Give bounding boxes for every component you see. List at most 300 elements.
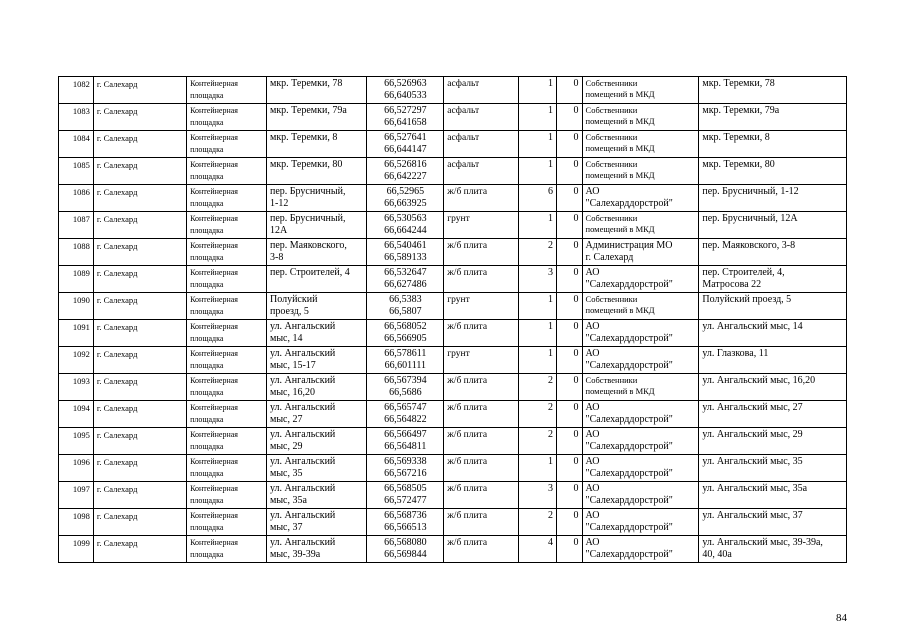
cell-line: мыс, 29 [269,441,303,452]
container-count-cell: 1 [519,158,557,185]
served-objects-cell [699,347,847,374]
cell-line: 66,601111 [384,360,426,371]
cell-line: г. Салехард [585,252,634,263]
city-cell: г. Салехард [93,536,186,563]
cell-line: мыс, 37 [269,522,303,533]
cell-line: 66,5383 [389,294,422,305]
city-cell: г. Салехард [93,212,186,239]
site-number-cell: 1085 [59,158,94,185]
served-objects-cell [699,509,847,536]
address-cell [266,347,366,374]
table-row [59,239,847,266]
city-cell: г. Салехард [93,347,186,374]
cell-line: помещений в МКД [585,89,655,99]
cell-line: ул. Ангальский мыс, 37 [702,510,803,521]
cell-line: 66,566513 [384,522,427,533]
cell-line: АО [585,429,600,440]
cell-line: площадка [190,145,224,154]
cell-line: "Салехарддорстрой" [585,360,673,371]
cell-line: ул. Ангальский мыс, 35 [702,456,803,467]
coordinates-cell [367,320,444,347]
cell-line: 3-8 [269,252,284,263]
other-count-cell: 0 [556,536,582,563]
site-number-cell: 1083 [59,104,94,131]
served-objects-cell [699,482,847,509]
site-type-cell [187,266,267,293]
cell-line: мыс, 14 [269,333,303,344]
served-objects-cell [699,374,847,401]
city-cell: г. Салехард [93,455,186,482]
surface-cell: грунт [444,293,519,320]
site-type-cell [187,77,267,104]
owner-cell [582,347,699,374]
other-count-cell: 0 [556,428,582,455]
cell-line: 66,568080 [384,537,427,548]
cell-line: "Салехарддорстрой" [585,495,673,506]
container-count-cell: 6 [519,185,557,212]
cell-line: 66,641658 [384,117,427,128]
owner-cell [582,509,699,536]
cell-line: Контейнерная [190,538,238,547]
registry-table-body [59,77,847,563]
cell-line: пер. Строителей, 4 [269,267,350,278]
address-cell [266,239,366,266]
cell-line: Контейнерная [190,376,238,385]
table-row [59,77,847,104]
container-count-cell: 1 [519,347,557,374]
coordinates-cell [367,77,444,104]
address-cell [266,185,366,212]
site-type-cell [187,104,267,131]
address-cell [266,77,366,104]
city-cell: г. Салехард [93,428,186,455]
site-number-cell: 1097 [59,482,94,509]
cell-line: площадка [190,226,224,235]
cell-line: 66,568736 [384,510,427,521]
cell-line: 66,568052 [384,321,427,332]
address-cell [266,104,366,131]
owner-cell [582,428,699,455]
cell-line: АО [585,186,600,197]
cell-line: 66,564822 [384,414,427,425]
table-row [59,212,847,239]
cell-line: ул. Ангальский [269,402,336,413]
cell-line: АО [585,456,600,467]
cell-line: Контейнерная [190,430,238,439]
cell-line: АО [585,267,600,278]
cell-line: 40, 40а [702,549,732,560]
table-row [59,185,847,212]
coordinates-cell [367,293,444,320]
cell-line: пер. Строителей, 4, [702,267,785,278]
site-number-cell: 1082 [59,77,94,104]
site-type-cell [187,401,267,428]
table-row [59,455,847,482]
cell-line: Собственники [585,105,638,115]
cell-line: площадка [190,253,224,262]
cell-line: 66,627486 [384,279,427,290]
served-objects-cell [699,455,847,482]
served-objects-cell [699,185,847,212]
site-type-cell [187,239,267,266]
cell-line: АО [585,510,600,521]
surface-cell: ж/б плита [444,455,519,482]
cell-line: АО [585,537,600,548]
address-cell [266,158,366,185]
address-cell [266,536,366,563]
cell-line: мкр. Теремки, 80 [269,159,343,170]
cell-line: пер. Брусничный, 1-12 [702,186,799,197]
site-type-cell [187,428,267,455]
surface-cell: ж/б плита [444,401,519,428]
cell-line: помещений в МКД [585,305,655,315]
table-row [59,293,847,320]
city-cell: г. Салехард [93,401,186,428]
served-objects-cell [699,293,847,320]
cell-line: АО [585,348,600,359]
cell-line: ул. Ангальский [269,537,336,548]
cell-line: помещений в МКД [585,386,655,396]
cell-line: Контейнерная [190,187,238,196]
cell-line: АО [585,483,600,494]
cell-line: 66,642227 [384,171,427,182]
cell-line: ул. Ангальский [269,510,336,521]
city-cell: г. Салехард [93,482,186,509]
other-count-cell: 0 [556,509,582,536]
city-cell: г. Салехард [93,266,186,293]
cell-line: пер. Маяковского, 3-8 [702,240,796,251]
cell-line: Контейнерная [190,322,238,331]
surface-cell: ж/б плита [444,428,519,455]
cell-line: 66,564811 [384,441,427,452]
owner-cell [582,455,699,482]
cell-line: 66,569338 [384,456,427,467]
cell-line: 66,566497 [384,429,427,440]
cell-line: Контейнерная [190,457,238,466]
served-objects-cell [699,239,847,266]
cell-line: 66,569844 [384,549,427,560]
site-type-cell [187,131,267,158]
surface-cell: ж/б плита [444,185,519,212]
coordinates-cell [367,509,444,536]
other-count-cell: 0 [556,77,582,104]
surface-cell: асфальт [444,104,519,131]
container-count-cell: 1 [519,455,557,482]
cell-line: 66,527297 [384,105,427,116]
surface-cell: асфальт [444,77,519,104]
served-objects-cell [699,536,847,563]
cell-line: Контейнерная [190,106,238,115]
table-row [59,509,847,536]
cell-line: Собственники [585,78,638,88]
container-count-cell: 1 [519,104,557,131]
cell-line: пер. Брусничный, [269,213,346,224]
cell-line: ул. Глазкова, 11 [702,348,769,359]
owner-cell [582,212,699,239]
cell-line: АО [585,321,600,332]
container-count-cell: 3 [519,482,557,509]
other-count-cell: 0 [556,374,582,401]
address-cell [266,455,366,482]
cell-line: площадка [190,334,224,343]
surface-cell: ж/б плита [444,509,519,536]
cell-line: "Салехарддорстрой" [585,414,673,425]
cell-line: 66,664244 [384,225,427,236]
cell-line: площадка [190,550,224,559]
cell-line: мыс, 35 [269,468,303,479]
cell-line: 66,663925 [384,198,427,209]
cell-line: 66,5807 [389,306,422,317]
city-cell: г. Салехард [93,185,186,212]
cell-line: "Салехарддорстрой" [585,279,673,290]
cell-line: Контейнерная [190,295,238,304]
table-row [59,428,847,455]
container-count-cell: 1 [519,293,557,320]
table-row [59,374,847,401]
served-objects-cell [699,158,847,185]
owner-cell [582,104,699,131]
cell-line: ул. Ангальский [269,429,336,440]
cell-line: 66,526963 [384,78,427,89]
owner-cell [582,185,699,212]
site-type-cell [187,347,267,374]
city-cell: г. Салехард [93,158,186,185]
container-count-cell: 2 [519,374,557,401]
address-cell [266,131,366,158]
site-type-cell [187,158,267,185]
cell-line: 66,568505 [384,483,427,494]
cell-line: 66,526816 [384,159,427,170]
address-cell [266,428,366,455]
coordinates-cell [367,482,444,509]
table-row [59,104,847,131]
owner-cell [582,239,699,266]
owner-cell [582,401,699,428]
address-cell [266,293,366,320]
cell-line: пер. Брусничный, 12А [702,213,798,224]
owner-cell [582,77,699,104]
address-cell [266,401,366,428]
served-objects-cell [699,77,847,104]
served-objects-cell [699,320,847,347]
city-cell: г. Салехард [93,374,186,401]
site-number-cell: 1089 [59,266,94,293]
cell-line: "Салехарддорстрой" [585,522,673,533]
container-count-cell: 4 [519,536,557,563]
city-cell: г. Салехард [93,131,186,158]
cell-line: помещений в МКД [585,116,655,126]
cell-line: мыс, 39-39а [269,549,321,560]
other-count-cell: 0 [556,293,582,320]
cell-line: Полуйский [269,294,318,305]
site-number-cell: 1092 [59,347,94,374]
cell-line: ул. Ангальский [269,348,336,359]
cell-line: площадка [190,307,224,316]
cell-line: Контейнерная [190,511,238,520]
container-count-cell: 2 [519,509,557,536]
cell-line: 66,567394 [384,375,427,386]
cell-line: 66,566905 [384,333,427,344]
cell-line: Контейнерная [190,214,238,223]
cell-line: "Салехарддорстрой" [585,198,673,209]
page-number: 84 [836,612,847,624]
cell-line: Собственники [585,213,638,223]
site-type-cell [187,374,267,401]
cell-line: площадка [190,118,224,127]
cell-line: "Салехарддорстрой" [585,468,673,479]
served-objects-cell [699,401,847,428]
coordinates-cell [367,374,444,401]
surface-cell: грунт [444,212,519,239]
cell-line: 66,578611 [384,348,427,359]
other-count-cell: 0 [556,401,582,428]
owner-cell [582,266,699,293]
site-number-cell: 1091 [59,320,94,347]
table-row [59,131,847,158]
cell-line: Контейнерная [190,241,238,250]
cell-line: площадка [190,388,224,397]
container-count-cell: 1 [519,320,557,347]
site-number-cell: 1093 [59,374,94,401]
cell-line: "Салехарддорстрой" [585,441,673,452]
cell-line: Собственники [585,294,638,304]
cell-line: Собственники [585,375,638,385]
coordinates-cell [367,185,444,212]
cell-line: ул. Ангальский [269,483,336,494]
cell-line: ул. Ангальский мыс, 27 [702,402,803,413]
owner-cell [582,293,699,320]
site-type-cell [187,212,267,239]
cell-line: мкр. Теремки, 78 [269,78,343,89]
surface-cell: ж/б плита [444,374,519,401]
other-count-cell: 0 [556,347,582,374]
address-cell [266,212,366,239]
coordinates-cell [367,455,444,482]
site-type-cell [187,293,267,320]
cell-line: площадка [190,172,224,181]
other-count-cell: 0 [556,185,582,212]
site-type-cell [187,482,267,509]
cell-line: ул. Ангальский [269,375,336,386]
site-number-cell: 1090 [59,293,94,320]
owner-cell [582,320,699,347]
cell-line: 66,540461 [384,240,427,251]
cell-line: мкр. Теремки, 8 [269,132,338,143]
surface-cell: ж/б плита [444,266,519,293]
cell-line: Контейнерная [190,403,238,412]
cell-line: Контейнерная [190,133,238,142]
cell-line: помещений в МКД [585,170,655,180]
city-cell: г. Салехард [93,320,186,347]
site-number-cell: 1094 [59,401,94,428]
coordinates-cell [367,266,444,293]
cell-line: 66,527641 [384,132,427,143]
cell-line: Контейнерная [190,268,238,277]
site-number-cell: 1088 [59,239,94,266]
address-cell [266,266,366,293]
other-count-cell: 0 [556,158,582,185]
coordinates-cell [367,212,444,239]
cell-line: площадка [190,523,224,532]
cell-line: ул. Ангальский мыс, 16,20 [702,375,816,386]
cell-line: помещений в МКД [585,143,655,153]
surface-cell: асфальт [444,131,519,158]
served-objects-cell [699,266,847,293]
city-cell: г. Салехард [93,77,186,104]
cell-line: Администрация МО [585,240,673,251]
cell-line: мыс, 16,20 [269,387,315,398]
cell-line: пер. Брусничный, [269,186,346,197]
cell-line: 1-12 [269,198,289,209]
cell-line: Собственники [585,132,638,142]
site-type-cell [187,320,267,347]
other-count-cell: 0 [556,212,582,239]
address-cell [266,482,366,509]
city-cell: г. Салехард [93,239,186,266]
cell-line: 66,52965 [386,186,425,197]
city-cell: г. Салехард [93,293,186,320]
coordinates-cell [367,239,444,266]
served-objects-cell [699,104,847,131]
cell-line: "Салехарддорстрой" [585,549,673,560]
cell-line: АО [585,402,600,413]
cell-line: площадка [190,415,224,424]
surface-cell: асфальт [444,158,519,185]
cell-line: мкр. Теремки, 8 [702,132,770,143]
cell-line: 66,572477 [384,495,427,506]
coordinates-cell [367,536,444,563]
owner-cell [582,374,699,401]
cell-line: площадка [190,442,224,451]
coordinates-cell [367,158,444,185]
cell-line: ул. Ангальский мыс, 35а [702,483,808,494]
other-count-cell: 0 [556,266,582,293]
cell-line: 66,532647 [384,267,427,278]
site-type-cell [187,509,267,536]
city-cell: г. Салехард [93,509,186,536]
cell-line: площадка [190,280,224,289]
coordinates-cell [367,131,444,158]
cell-line: площадка [190,361,224,370]
other-count-cell: 0 [556,455,582,482]
cell-line: ул. Ангальский мыс, 39-39а, [702,537,823,548]
coordinates-cell [367,428,444,455]
cell-line: 66,644147 [384,144,427,155]
cell-line: 66,567216 [384,468,427,479]
address-cell [266,320,366,347]
served-objects-cell [699,131,847,158]
cell-line: "Салехарддорстрой" [585,333,673,344]
container-count-cell: 1 [519,77,557,104]
cell-line: пер. Маяковского, [269,240,347,251]
other-count-cell: 0 [556,239,582,266]
cell-line: ул. Ангальский [269,456,336,467]
cell-line: мыс, 15-17 [269,360,316,371]
site-number-cell: 1095 [59,428,94,455]
cell-line: мыс, 35а [269,495,307,506]
served-objects-cell [699,428,847,455]
served-objects-cell [699,212,847,239]
city-cell: г. Салехард [93,104,186,131]
coordinates-cell [367,104,444,131]
container-count-cell: 2 [519,239,557,266]
cell-line: площадка [190,469,224,478]
table-row [59,158,847,185]
cell-line: Контейнерная [190,484,238,493]
cell-line: ул. Ангальский мыс, 14 [702,321,803,332]
cell-line: ул. Ангальский [269,321,336,332]
cell-line: мкр. Теремки, 79а [702,105,780,116]
